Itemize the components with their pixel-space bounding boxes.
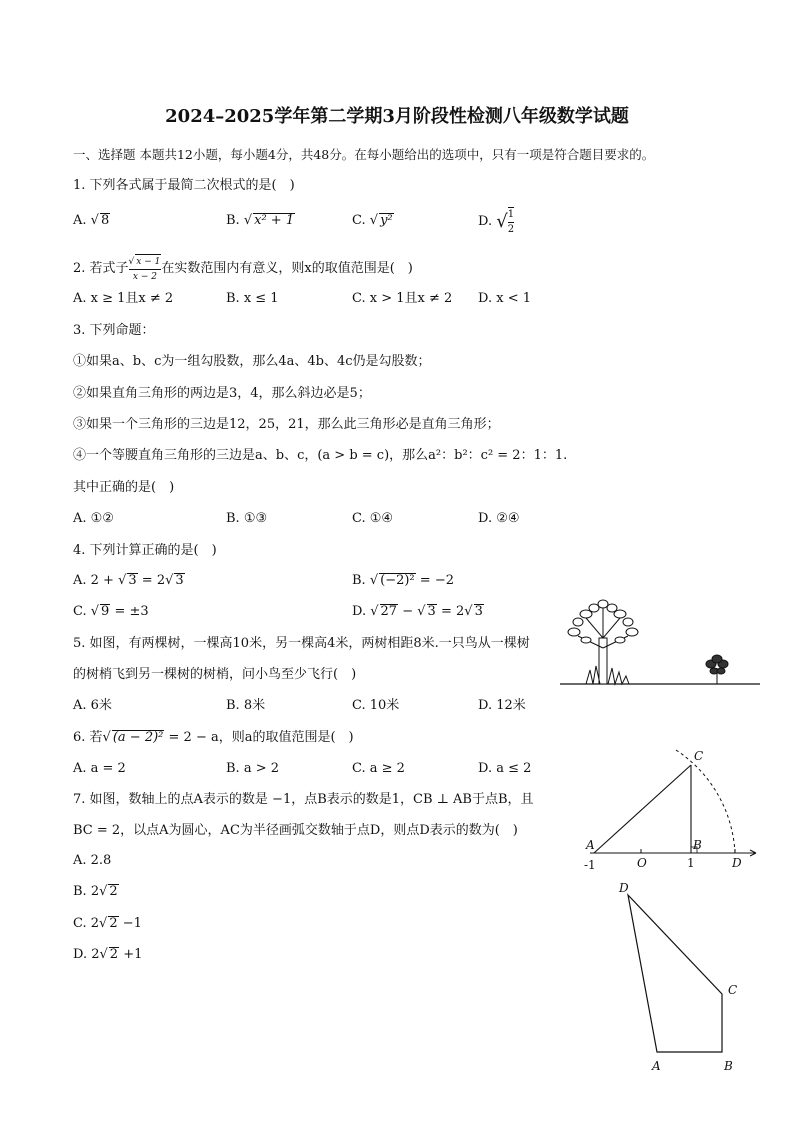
q6-stem: 6. 若√ (a − 2)² = 2 − a，则a的取值范围是( ) <box>73 729 354 747</box>
q6-option-d: D. a ≤ 2 <box>478 761 532 776</box>
section-header: 一、选择题 本题共12小题，每小题4分，共48分。在每小题给出的选项中，只有一项是符合题目要求的。 <box>73 147 655 162</box>
short-tree <box>706 655 728 684</box>
q6-option-c: C. a ≥ 2 <box>352 761 405 776</box>
q5-option-a: A. 6米 <box>73 698 112 713</box>
q3-statement-2: ②如果直角三角形的两边是3，4，那么斜边必是5； <box>73 386 371 401</box>
tall-tree <box>568 600 638 684</box>
label-one: 1 <box>687 856 695 870</box>
q2-option-a: A. x ≥ 1且x ≠ 2 <box>73 291 174 306</box>
q5-option-b: B. 8米 <box>226 698 266 713</box>
label-a: A <box>652 1059 661 1073</box>
q3-statement-1: ①如果a、b、c为一组勾股数，那么4a、4b、4c仍是勾股数； <box>73 354 431 369</box>
q3-statement-4: ④一个等腰直角三角形的三边是a、b、c，(a > b = c)，那么a²：b²：c² = 2：1：1. <box>73 448 568 463</box>
q6-option-b: B. a > 2 <box>226 761 279 776</box>
q2-option-c: C. x > 1且x ≠ 2 <box>352 291 453 306</box>
q5-line-2: 的树梢飞到另一棵树的树梢，问小鸟至少飞行( ) <box>73 667 357 682</box>
q3-statement-3: ③如果一个三角形的三边是12，25，21，那么此三角形必是直角三角形； <box>73 417 500 432</box>
q7-option-c: C. 2√ 2 −1 <box>73 915 142 933</box>
q7-option-a: A. 2.8 <box>73 853 112 868</box>
q3-option-b: B. ①③ <box>226 511 268 526</box>
q1-option-b: B. √ x² + 1 <box>226 212 295 230</box>
q3-question: 其中正确的是( ) <box>73 480 175 495</box>
quadrilateral-figure <box>610 878 750 1074</box>
label-c: C <box>694 749 704 763</box>
trees-figure <box>556 596 766 692</box>
q5-option-c: C. 10米 <box>352 698 400 713</box>
q7-line-2: BC = 2，以点A为圆心，AC为半径画弧交数轴于点D，则点D表示的数为( ) <box>73 823 518 838</box>
q2-stem: 2. 若式子 √ $\frac{x - 1}{x - 2}$ 在实数范围内有意义，则x的取值范围是( ) <box>73 254 413 284</box>
q2-option-b: B. x ≤ 1 <box>226 291 279 306</box>
label-b: B <box>724 1059 733 1073</box>
q3-stem: 3. 下列命题： <box>73 323 155 338</box>
segment-ac <box>594 765 691 853</box>
q1-option-a: A. √ 8 <box>73 212 110 230</box>
q7-option-b: B. 2√ 2 <box>73 883 119 901</box>
q4-option-c: C. √ 9 = ±3 <box>73 603 149 621</box>
arc-ad <box>676 750 735 853</box>
q7-option-d: D. 2√ 2 +1 <box>73 946 142 964</box>
label-o: O <box>637 856 647 870</box>
q1-option-c: C. √ y² <box>352 212 394 230</box>
quadrilateral-abcd <box>628 895 722 1052</box>
q7-line-1: 7. 如图，数轴上的点A表示的数是 −1，点B表示的数是1，CB ⊥ AB于点B，且 <box>73 792 534 807</box>
label-minus-one: -1 <box>584 858 596 872</box>
q6-option-a: A. a = 2 <box>73 761 126 776</box>
q4-option-d: D. √ 27 − √ 3 = 2√ 3 <box>352 603 484 621</box>
label-a: A <box>586 838 595 852</box>
q5-line-1: 5. 如图，有两棵树，一棵高10米，另一棵高4米，两树相距8米.一只鸟从一棵树 <box>73 636 530 651</box>
label-b: B <box>693 838 702 852</box>
q1-stem: 1. 下列各式属于最简二次根式的是( ) <box>73 178 295 193</box>
label-d: D <box>732 856 742 870</box>
q1-option-d: D. √ $\frac{1}{2}$ <box>478 207 514 237</box>
page-title: 2024–2025学年第二学期3月阶段性检测八年级数学试题 <box>165 106 629 127</box>
q3-option-d: D. ②④ <box>478 511 520 526</box>
label-d: D <box>619 881 629 895</box>
q4-stem: 4. 下列计算正确的是( ) <box>73 543 217 558</box>
q3-option-a: A. ①② <box>73 511 114 526</box>
label-c: C <box>728 983 738 997</box>
number-line-figure <box>560 745 765 875</box>
q2-option-d: D. x < 1 <box>478 291 531 306</box>
q4-option-a: A. 2 + √ 3 = 2√ 3 <box>73 572 185 590</box>
q4-option-b: B. √ (−2)² = −2 <box>352 572 454 590</box>
q5-option-d: D. 12米 <box>478 698 526 713</box>
q3-option-c: C. ①④ <box>352 511 394 526</box>
